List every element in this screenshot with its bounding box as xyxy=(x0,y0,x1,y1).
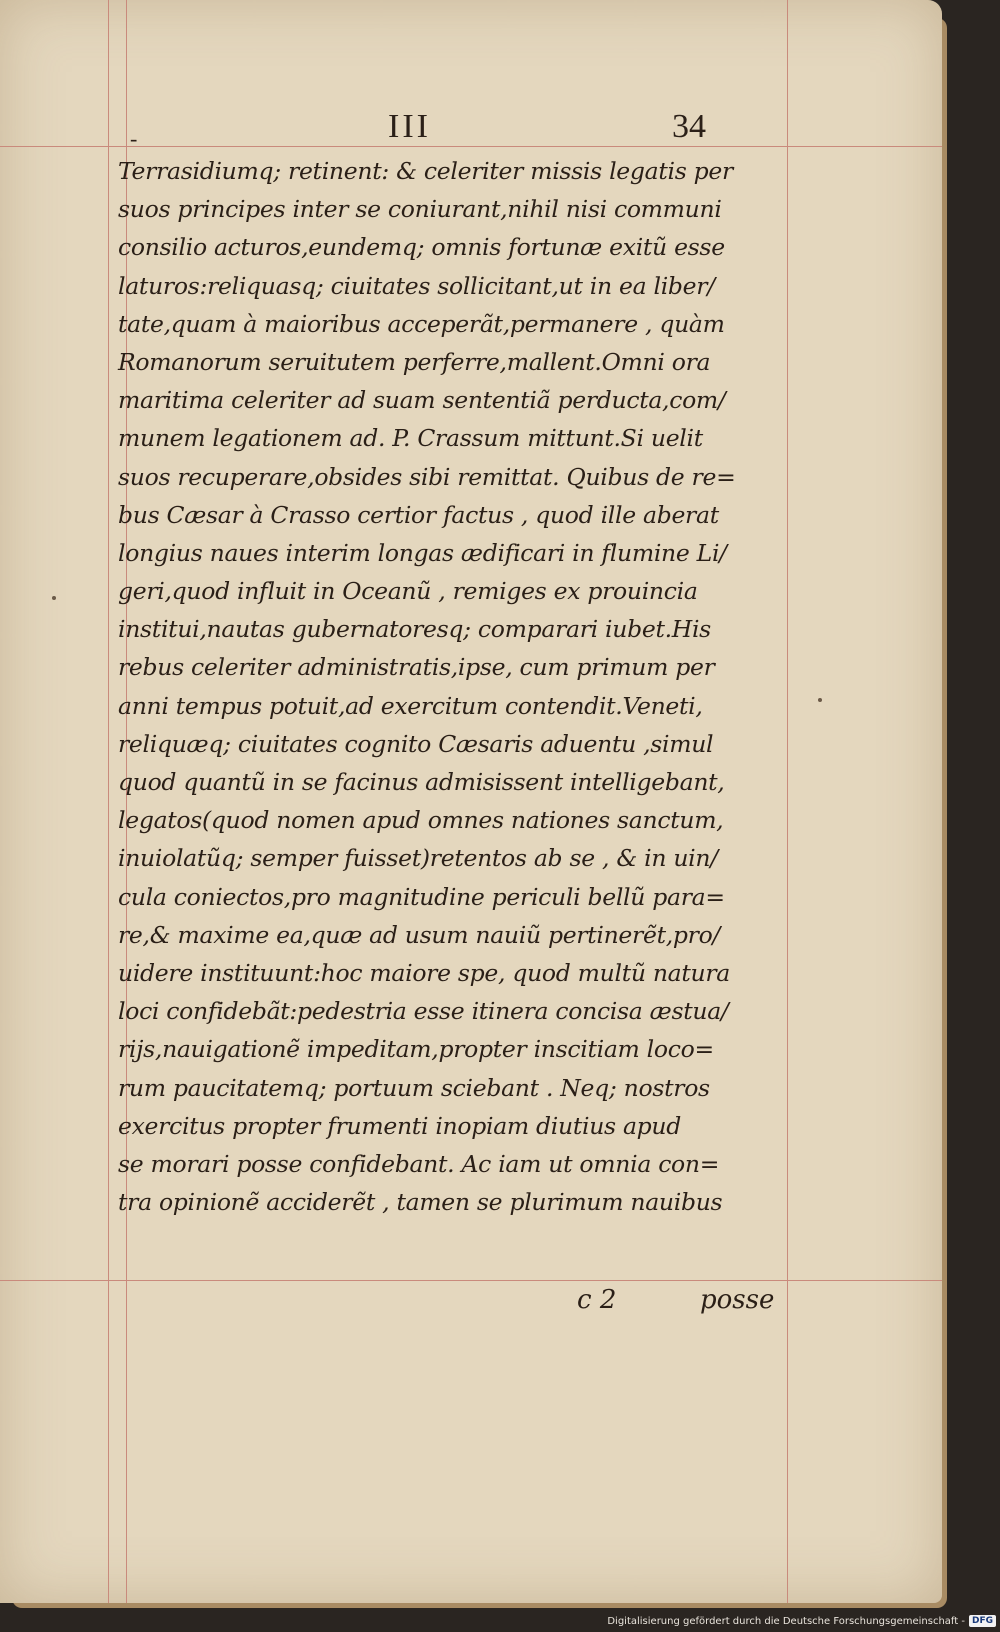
text-line: suos principes inter se coniurant,nihil nisi communi xyxy=(118,195,722,224)
text-line: rijs,nauigationẽ impeditam,propter inscitiam loco= xyxy=(118,1035,714,1064)
dfg-logo: DFG xyxy=(969,1615,996,1627)
text-line: bus Cæsar à Crasso certior factus , quod ille aberat xyxy=(118,500,719,529)
digitization-banner xyxy=(607,1613,996,1629)
text-line: rum paucitatemq; portuum sciebant . Neq; nostros xyxy=(118,1073,710,1102)
margin-rule-bottom xyxy=(0,1280,942,1281)
text-line: rebus celeriter administratis,ipse, cum primum per xyxy=(118,653,715,682)
text-line: exercitus propter frumenti inopiam diutius apud xyxy=(118,1111,682,1140)
text-line: legatos(quod nomen apud omnes nationes sanctum, xyxy=(118,806,724,835)
text-line: Terrasidiumq; retinent: & celeriter missis legatis per xyxy=(118,157,733,185)
text-line: institui,nautas gubernatoresq; comparari iubet.His xyxy=(118,615,711,644)
text-line: geri,quod influit in Oceanũ , remiges ex prouincia xyxy=(118,577,698,606)
text-line: consilio acturos,eundemq; omnis fortunæ exitũ esse xyxy=(118,233,725,262)
text-line: suos recuperare,obsides sibi remittat. Quibus de re= xyxy=(118,462,736,491)
page-header xyxy=(120,108,780,154)
text-line: Romanorum seruitutem perferre,mallent.Omni ora xyxy=(118,347,711,376)
text-line: longius naues interim longas ædificari in flumine Li/ xyxy=(118,538,727,567)
text-line: loci confidebãt:pedestria esse itinera concisa æstua/ xyxy=(118,997,729,1026)
header-mark: - xyxy=(130,126,138,151)
text-line: se morari posse confidebant. Ac iam ut omnia con= xyxy=(118,1149,720,1178)
margin-speck xyxy=(52,596,56,600)
page-number: 34 xyxy=(672,108,706,145)
text-line: anni tempus potuit,ad exercitum contendit.Veneti, xyxy=(118,691,703,720)
catchword: posse xyxy=(700,1285,775,1315)
text-line: reliquæq; ciuitates cognito Cæsaris aduentu ,simul xyxy=(118,729,714,758)
text-line: maritima celeriter ad suam sententiã perducta,com/ xyxy=(118,386,726,415)
text-line: uidere instituunt:hoc maiore spe, quod multũ natura xyxy=(118,958,731,987)
banner-text: Digitalisierung gefördert durch die Deutsche Forschungsgemeinschaft - xyxy=(607,1615,965,1627)
running-head: III xyxy=(388,108,431,145)
text-line: laturos:reliquasq; ciuitates sollicitant,ut in ea liber/ xyxy=(118,271,715,300)
margin-rule-left-outer xyxy=(108,0,109,1603)
body-text xyxy=(118,152,790,1221)
text-line: re,& maxime ea,quæ ad usum nauiũ pertinerẽt,pro/ xyxy=(118,920,721,949)
text-line: munem legationem ad. P. Crassum mittunt.Si uelit xyxy=(118,424,703,453)
text-line: tate,quam à maioribus acceperãt,permanere , quàm xyxy=(118,309,725,338)
margin-speck xyxy=(818,698,822,702)
text-line: quod quantũ in se facinus admisissent intelligebant, xyxy=(118,768,725,796)
text-line: cula coniectos,pro magnitudine periculi bellũ para= xyxy=(118,882,725,911)
text-line: tra opinionẽ acciderẽt , tamen se plurimum nauibus xyxy=(118,1188,723,1217)
signature-mark: c 2 xyxy=(577,1285,617,1315)
text-line: inuiolatũq; semper fuisset)retentos ab se , & in uin/ xyxy=(118,844,718,873)
